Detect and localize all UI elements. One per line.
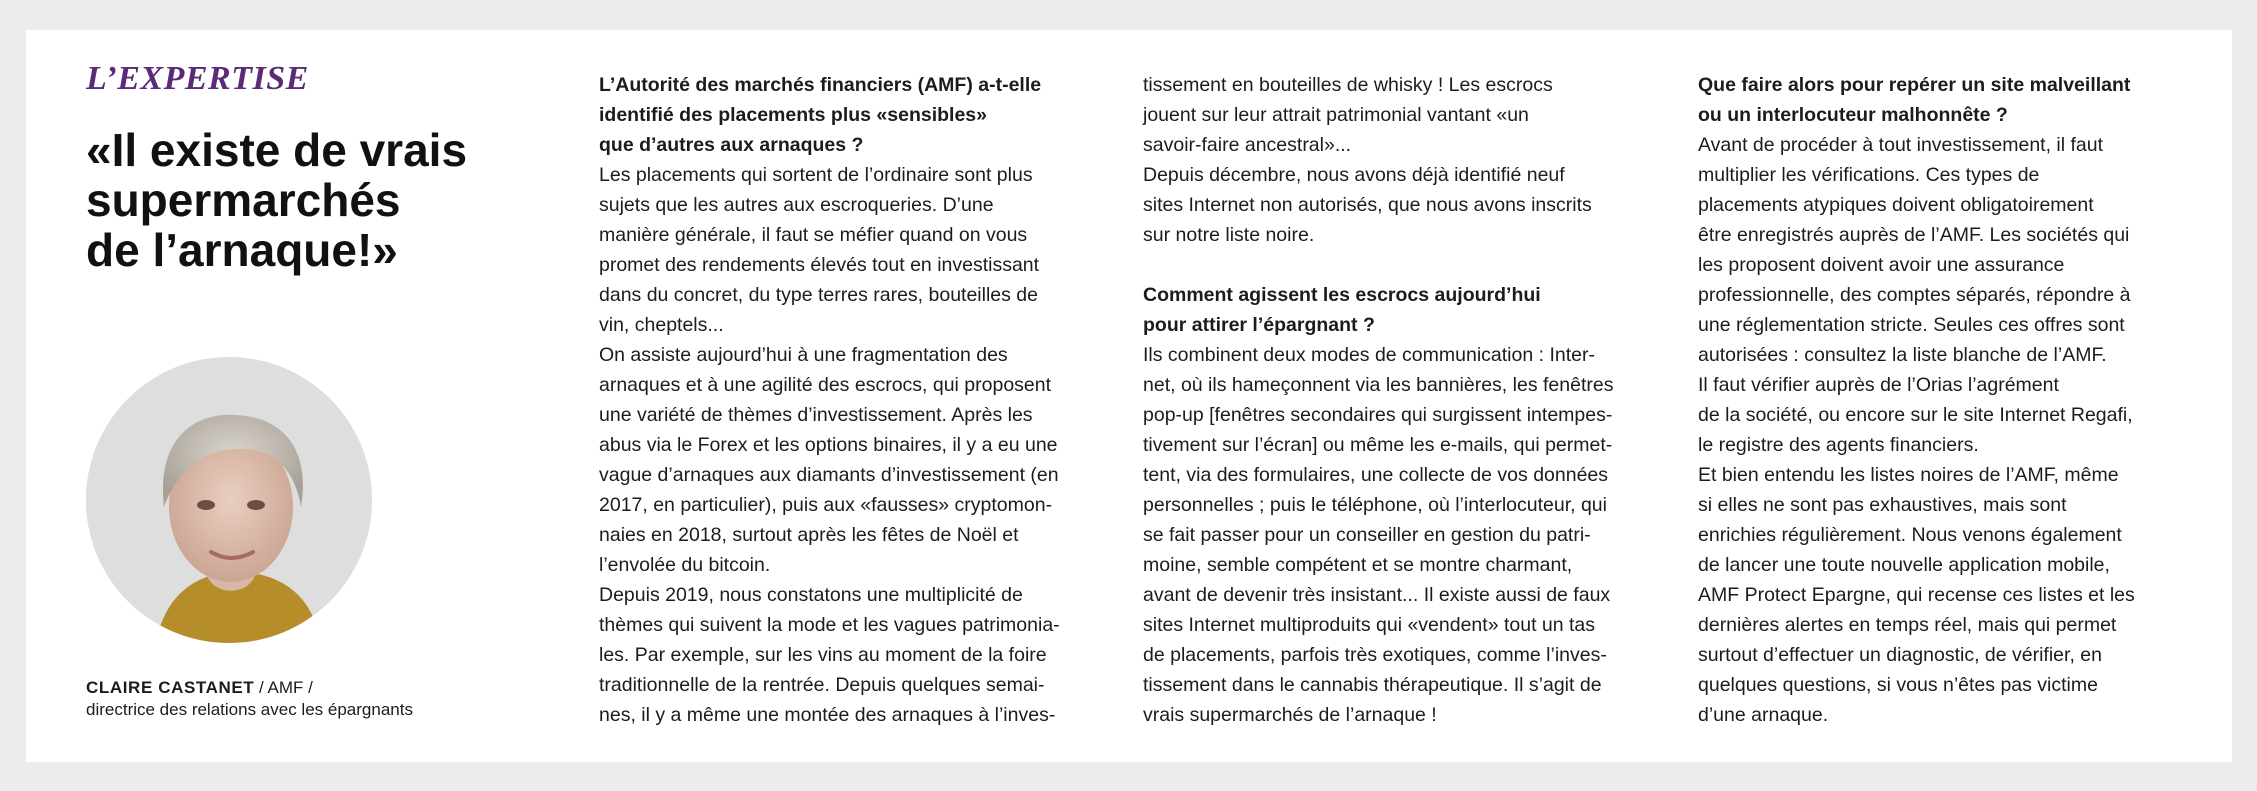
text-line: le registre des agents financiers. [1698, 434, 1979, 456]
article-sidebar [56, 30, 576, 762]
portrait-photo [86, 357, 372, 643]
text-line: identifié des placements plus «sensibles» [599, 104, 987, 126]
text-column-3 [1698, 70, 2218, 730]
text-line: naies en 2018, surtout après les fêtes de Noël et [599, 524, 1019, 546]
text-column-2 [1143, 70, 1688, 730]
text-line: de lancer une toute nouvelle application mobile, [1698, 554, 2110, 576]
text-line: une réglementation stricte. Seules ces offres sont [1698, 314, 2125, 336]
text-line: personnelles ; puis le téléphone, où l’interlocuteur, qui [1143, 494, 1607, 516]
text-line: 2017, en particulier), puis aux «fausses» cryptomon- [599, 494, 1053, 516]
text-line: de placements, parfois très exotiques, comme l’inves- [1143, 644, 1607, 666]
text-line: savoir-faire ancestral»... [1143, 134, 1352, 156]
text-line: manière générale, il faut se méfier quand on vous [599, 224, 1028, 246]
text-line: d’une arnaque. [1698, 704, 1829, 726]
text-line: l’envolée du bitcoin. [599, 554, 771, 576]
author-role: directrice des relations avec les épargnants [86, 700, 413, 719]
text-line: thèmes qui suivent la mode et les vagues patrimonia- [599, 614, 1060, 636]
text-line: une variété de thèmes d’investissement. Après les [599, 404, 1033, 426]
text-line: Il faut vérifier auprès de l’Orias l’agrément [1698, 374, 2059, 396]
answer-paragraph [599, 340, 1144, 580]
interview-question [1698, 70, 2218, 130]
text-line: multiplier les vérifications. Ces types de [1698, 164, 2040, 186]
answer-paragraph [1698, 370, 2218, 460]
text-line: Avant de procéder à tout investissement, il faut [1698, 134, 2104, 156]
text-line: placements atypiques doivent obligatoirement [1698, 194, 2094, 216]
text-line: pour attirer l’épargnant ? [1143, 314, 1375, 336]
text-line: de la société, ou encore sur le site Internet Regafi, [1698, 404, 2133, 426]
text-line: Depuis 2019, nous constatons une multiplicité de [599, 584, 1023, 606]
paragraph-gap [1143, 250, 1688, 280]
author-organization: / AMF / [254, 678, 313, 697]
text-line: sur notre liste noire. [1143, 224, 1315, 246]
text-line: Et bien entendu les listes noires de l’AMF, même [1698, 464, 2119, 486]
text-line: dernières alertes en temps réel, mais qui permet [1698, 614, 2117, 636]
text-line: sujets que les autres aux escroqueries. D’une [599, 194, 994, 216]
headline [86, 125, 586, 275]
text-line: net, où ils hameçonnent via les bannières, les fenêtres [1143, 374, 1614, 396]
text-line: nes, il y a même une montée des arnaques à l’inves- [599, 704, 1056, 726]
text-line: jouent sur leur attrait patrimonial vantant «un [1143, 104, 1529, 126]
text-line: Ils combinent deux modes de communication : Inter- [1143, 344, 1595, 366]
text-line: Comment agissent les escrocs aujourd’hui [1143, 284, 1541, 306]
text-line: promet des rendements élevés tout en investissant [599, 254, 1040, 276]
text-line: moine, semble compétent et se montre charmant, [1143, 554, 1573, 576]
text-line: si elles ne sont pas exhaustives, mais sont [1698, 494, 2067, 516]
author-name: CLAIRE CASTANET [86, 678, 255, 697]
headline-line: supermarchés [86, 174, 401, 226]
text-line: se fait passer pour un conseiller en gestion du patri- [1143, 524, 1591, 546]
text-line: tissement en bouteilles de whisky ! Les escrocs [1143, 74, 1553, 96]
text-line: les proposent doivent avoir une assurance [1698, 254, 2065, 276]
text-line: Que faire alors pour repérer un site malveillant [1698, 74, 2131, 96]
text-line: vrais supermarchés de l’arnaque ! [1143, 704, 1437, 726]
rubric-label: L’EXPERTISE [86, 60, 309, 97]
text-line: traditionnelle de la rentrée. Depuis quelques semai- [599, 674, 1045, 696]
text-line: tissement dans le cannabis thérapeutique. Il s’agit de [1143, 674, 1602, 696]
text-line: surtout d’effectuer un diagnostic, de vérifier, en [1698, 644, 2102, 666]
text-line: que d’autres aux arnaques ? [599, 134, 864, 156]
text-line: abus via le Forex et les options binaires, il y a eu une [599, 434, 1058, 456]
text-line: ou un interlocuteur malhonnête ? [1698, 104, 2008, 126]
byline [86, 677, 413, 721]
text-column-1 [599, 70, 1144, 730]
text-line: sites Internet non autorisés, que nous avons inscrits [1143, 194, 1592, 216]
headline-line: «Il existe de vrais [86, 124, 468, 176]
text-line: On assiste aujourd’hui à une fragmentation des [599, 344, 1008, 366]
text-line: Depuis décembre, nous avons déjà identifié neuf [1143, 164, 1565, 186]
text-line: enrichies régulièrement. Nous venons également [1698, 524, 2122, 546]
answer-paragraph [1143, 70, 1688, 160]
answer-paragraph [1143, 340, 1688, 730]
text-line: quelques questions, si vous n’êtes pas victime [1698, 674, 2098, 696]
text-line: les. Par exemple, sur les vins au moment de la foire [599, 644, 1047, 666]
text-line: pop-up [fenêtres secondaires qui surgissent intempes- [1143, 404, 1613, 426]
text-line: vin, cheptels... [599, 314, 724, 336]
text-line: tivement sur l’écran] ou même les e-mails, qui permet- [1143, 434, 1613, 456]
interview-question [599, 70, 1144, 160]
text-line: arnaques et à une agilité des escrocs, qui proposent [599, 374, 1052, 396]
text-line: Les placements qui sortent de l’ordinaire sont plus [599, 164, 1033, 186]
interview-question [1143, 280, 1688, 340]
headline-line: de l’arnaque!» [86, 224, 398, 276]
text-line: L’Autorité des marchés financiers (AMF) a-t-elle [599, 74, 1042, 96]
text-line: avant de devenir très insistant... Il existe aussi de faux [1143, 584, 1611, 606]
answer-paragraph [599, 580, 1144, 730]
text-line: sites Internet multiproduits qui «vendent» tout un tas [1143, 614, 1596, 636]
text-line: vague d’arnaques aux diamants d’investissement (en [599, 464, 1059, 486]
text-line: dans du concret, du type terres rares, bouteilles de [599, 284, 1038, 306]
answer-paragraph [599, 160, 1144, 340]
article-page [26, 30, 2232, 762]
answer-paragraph [1143, 160, 1688, 250]
text-line: professionnelle, des comptes séparés, répondre à [1698, 284, 2131, 306]
answer-paragraph [1698, 460, 2218, 730]
text-line: AMF Protect Epargne, qui recense ces listes et les [1698, 584, 2135, 606]
text-line: autorisées : consultez la liste blanche de l’AMF. [1698, 344, 2107, 366]
answer-paragraph [1698, 130, 2218, 370]
text-line: être enregistrés auprès de l’AMF. Les sociétés qui [1698, 224, 2130, 246]
text-line: tent, via des formulaires, une collecte de vos données [1143, 464, 1609, 486]
